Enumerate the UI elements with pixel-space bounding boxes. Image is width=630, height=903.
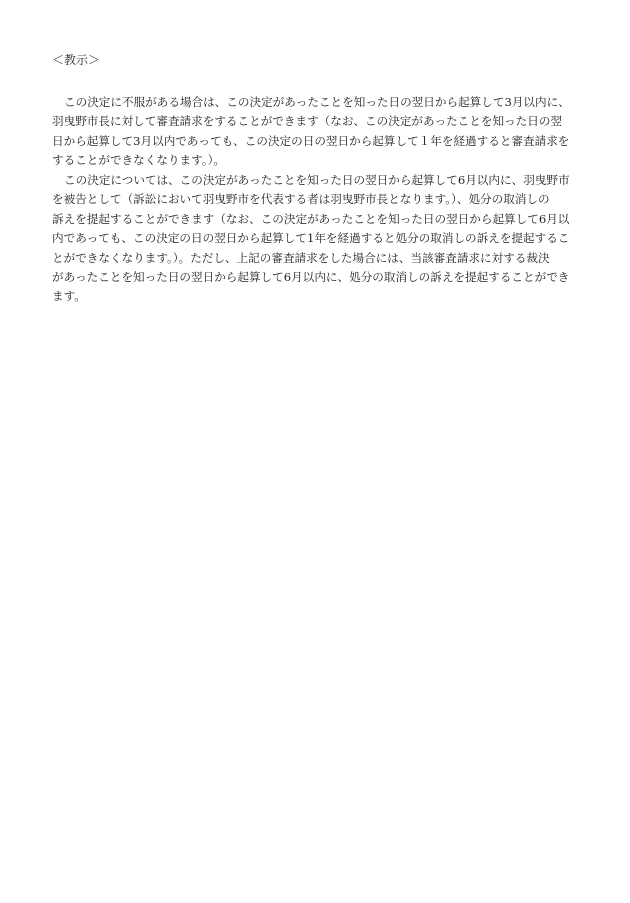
paragraph-line: とができなくなります。）。ただし、上記の審査請求をした場合には、当該審査請求に対する裁決 bbox=[52, 250, 550, 265]
paragraph-line: があったことを知った日の翌日から起算して6月以内に、処分の取消しの訴えを提起することができ bbox=[52, 270, 570, 285]
paragraph-line: 羽曳野市長に対して審査請求をすることができます（なお、この決定があったことを知った日の翌 bbox=[52, 114, 563, 129]
lawsuit-paragraph bbox=[52, 171, 582, 307]
paragraph-line: この決定については、この決定があったことを知った日の翌日から起算して6月以内に、羽曳野市 bbox=[64, 173, 570, 187]
paragraph-line: を被告として（訴訟において羽曳野市を代表する者は羽曳野市長となります。）、処分の取消しの bbox=[52, 192, 550, 207]
instruction-heading: ＜教示＞ bbox=[52, 53, 101, 67]
paragraph-line: することができなくなります。）。 bbox=[52, 153, 225, 168]
paragraph-line: 内であっても、この決定の日の翌日から起算して1年を経過すると処分の取消しの訴えを提起するこ bbox=[52, 231, 570, 246]
paragraph-line: 訴えを提起することができます（なお、この決定があったことを知った日の翌日から起算して6月以 bbox=[52, 211, 570, 226]
paragraph-line: この決定に不服がある場合は、この決定があったことを知った日の翌日から起算して3月以内に、 bbox=[64, 95, 570, 109]
appeal-paragraph bbox=[52, 93, 582, 171]
paragraph-line: ます。 bbox=[52, 289, 86, 304]
paragraph-line: 日から起算して3月以内であっても、この決定の日の翌日から起算して１年を経過すると審査請求を bbox=[52, 133, 570, 148]
